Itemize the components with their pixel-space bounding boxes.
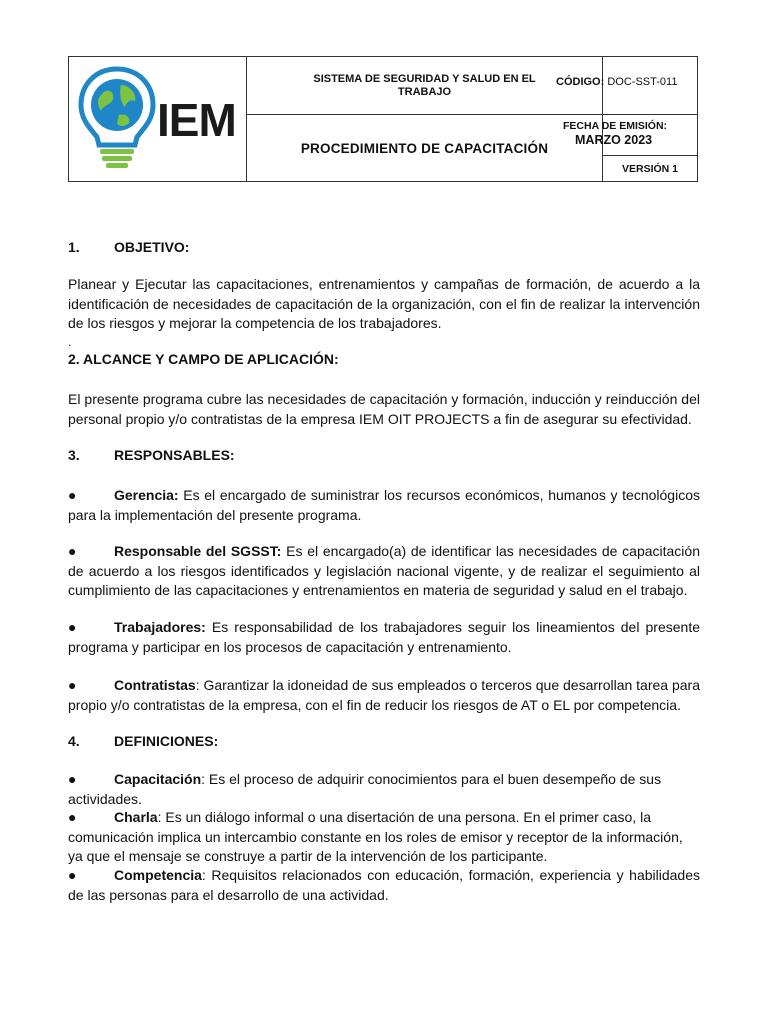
list-term: Gerencia: bbox=[114, 487, 179, 503]
system-title-cell bbox=[247, 57, 603, 115]
list-item-trabajadores bbox=[68, 618, 700, 657]
bullet: ● bbox=[68, 771, 77, 787]
definition-term: Competencia bbox=[114, 867, 202, 883]
issue-date-value: MARZO 2023 bbox=[575, 133, 653, 147]
list-text: Es responsabilidad de los trabajadores seguir los lineamientos del presente programa y participar en los procesos de capacitación y entrenamiento. bbox=[68, 619, 700, 655]
lightbulb-globe-icon bbox=[77, 65, 157, 175]
bullet: ● bbox=[68, 487, 77, 503]
section-number: 4. bbox=[68, 733, 80, 749]
document-header-table bbox=[68, 56, 698, 182]
list-item-responsable-sgsst bbox=[68, 542, 700, 601]
definition-text: : Es el proceso de adquirir conocimientos para el buen desempeño de sus actividades. bbox=[68, 771, 662, 807]
section-heading-responsables bbox=[68, 447, 235, 463]
section-title: DEFINICIONES: bbox=[114, 733, 219, 749]
version-cell bbox=[603, 156, 697, 181]
definition-charla bbox=[68, 808, 700, 867]
section-title: OBJETIVO: bbox=[114, 239, 190, 255]
list-text: Es el encargado de suministrar los recursos económicos, humanos y tecnológicos para la implementación del presente programa. bbox=[68, 487, 700, 523]
list-term: Trabajadores: bbox=[114, 619, 206, 635]
section-heading-objetivo bbox=[68, 239, 189, 255]
issue-date-label: FECHA DE EMISIÓN: bbox=[563, 120, 668, 132]
code-text bbox=[556, 76, 677, 88]
definition-term: Charla bbox=[114, 809, 158, 825]
code-label: CÓDIGO: bbox=[556, 76, 605, 88]
objetivo-paragraph: Planear y Ejecutar las capacitaciones, entrenamientos y campañas de formación, de acuerdo a la identificación de necesidades de capacitación de la organización, con el fin de realizar la intervención de los riesgos y mejorar la competencia de los trabajadores. bbox=[68, 276, 700, 331]
list-term: Responsable del SGSST: bbox=[114, 543, 282, 559]
section-number: 3. bbox=[68, 447, 80, 463]
list-item-contratistas bbox=[68, 676, 700, 715]
logo-text: IEM bbox=[157, 94, 236, 146]
bullet: ● bbox=[68, 809, 77, 825]
section-heading-definiciones bbox=[68, 733, 218, 749]
definition-text: : Es un diálogo informal o una disertación de una persona. En el primer caso, la comunicación implica un intercambio constante en los roles de emisor y receptor de la información, ya que el mensaje se construye a partir de la intervención de los participante. bbox=[68, 809, 683, 864]
stray-dot: . bbox=[68, 335, 72, 349]
code-value: DOC-SST-011 bbox=[607, 76, 678, 88]
definition-capacitacion bbox=[68, 770, 700, 809]
alcance-paragraph: El presente programa cubre las necesidades de capacitación y formación, inducción y reinducción del personal propio y/o contratistas de la empresa IEM OIT PROJECTS a fin de asegurar su efectividad. bbox=[68, 391, 700, 427]
version-label: VERSIÓN 1 bbox=[621, 162, 679, 175]
bullet: ● bbox=[68, 619, 77, 635]
section-number: 1. bbox=[68, 239, 80, 255]
list-item-gerencia bbox=[68, 486, 700, 525]
definition-text: : Requisitos relacionados con educación, formación, experiencia y habilidades de las personas para el desarrollo de una actividad. bbox=[68, 867, 700, 903]
section-title: RESPONSABLES: bbox=[114, 447, 235, 463]
procedure-title-cell bbox=[247, 115, 603, 181]
bullet: ● bbox=[68, 543, 77, 559]
bullet: ● bbox=[68, 867, 77, 883]
list-text: Es el encargado(a) de identificar las necesidades de capacitación de acuerdo a los riesgos identificados y legislación nacional vigente, y de realizar el seguimiento al cumplimiento de las capacitaciones y entrenamientos en materia de seguridad y salud en el trabajo. bbox=[68, 543, 700, 598]
list-term: Contratistas bbox=[114, 677, 196, 693]
list-text: : Garantizar la idoneidad de sus empleados o terceros que desarrollan tarea para propio y/o contratistas de la empresa, con el fin de reducir los riesgos de AT o EL por competencia. bbox=[68, 677, 700, 713]
procedure-title: PROCEDIMIENTO DE CAPACITACIÓN bbox=[300, 140, 549, 156]
definition-competencia bbox=[68, 866, 700, 905]
system-title: SISTEMA DE SEGURIDAD Y SALUD EN EL TRABAJO bbox=[313, 72, 536, 98]
definition-term: Capacitación bbox=[114, 771, 202, 787]
logo-cell bbox=[69, 57, 247, 181]
section-heading-alcance: 2. ALCANCE Y CAMPO DE APLICACIÓN: bbox=[68, 351, 339, 367]
bullet: ● bbox=[68, 677, 77, 693]
